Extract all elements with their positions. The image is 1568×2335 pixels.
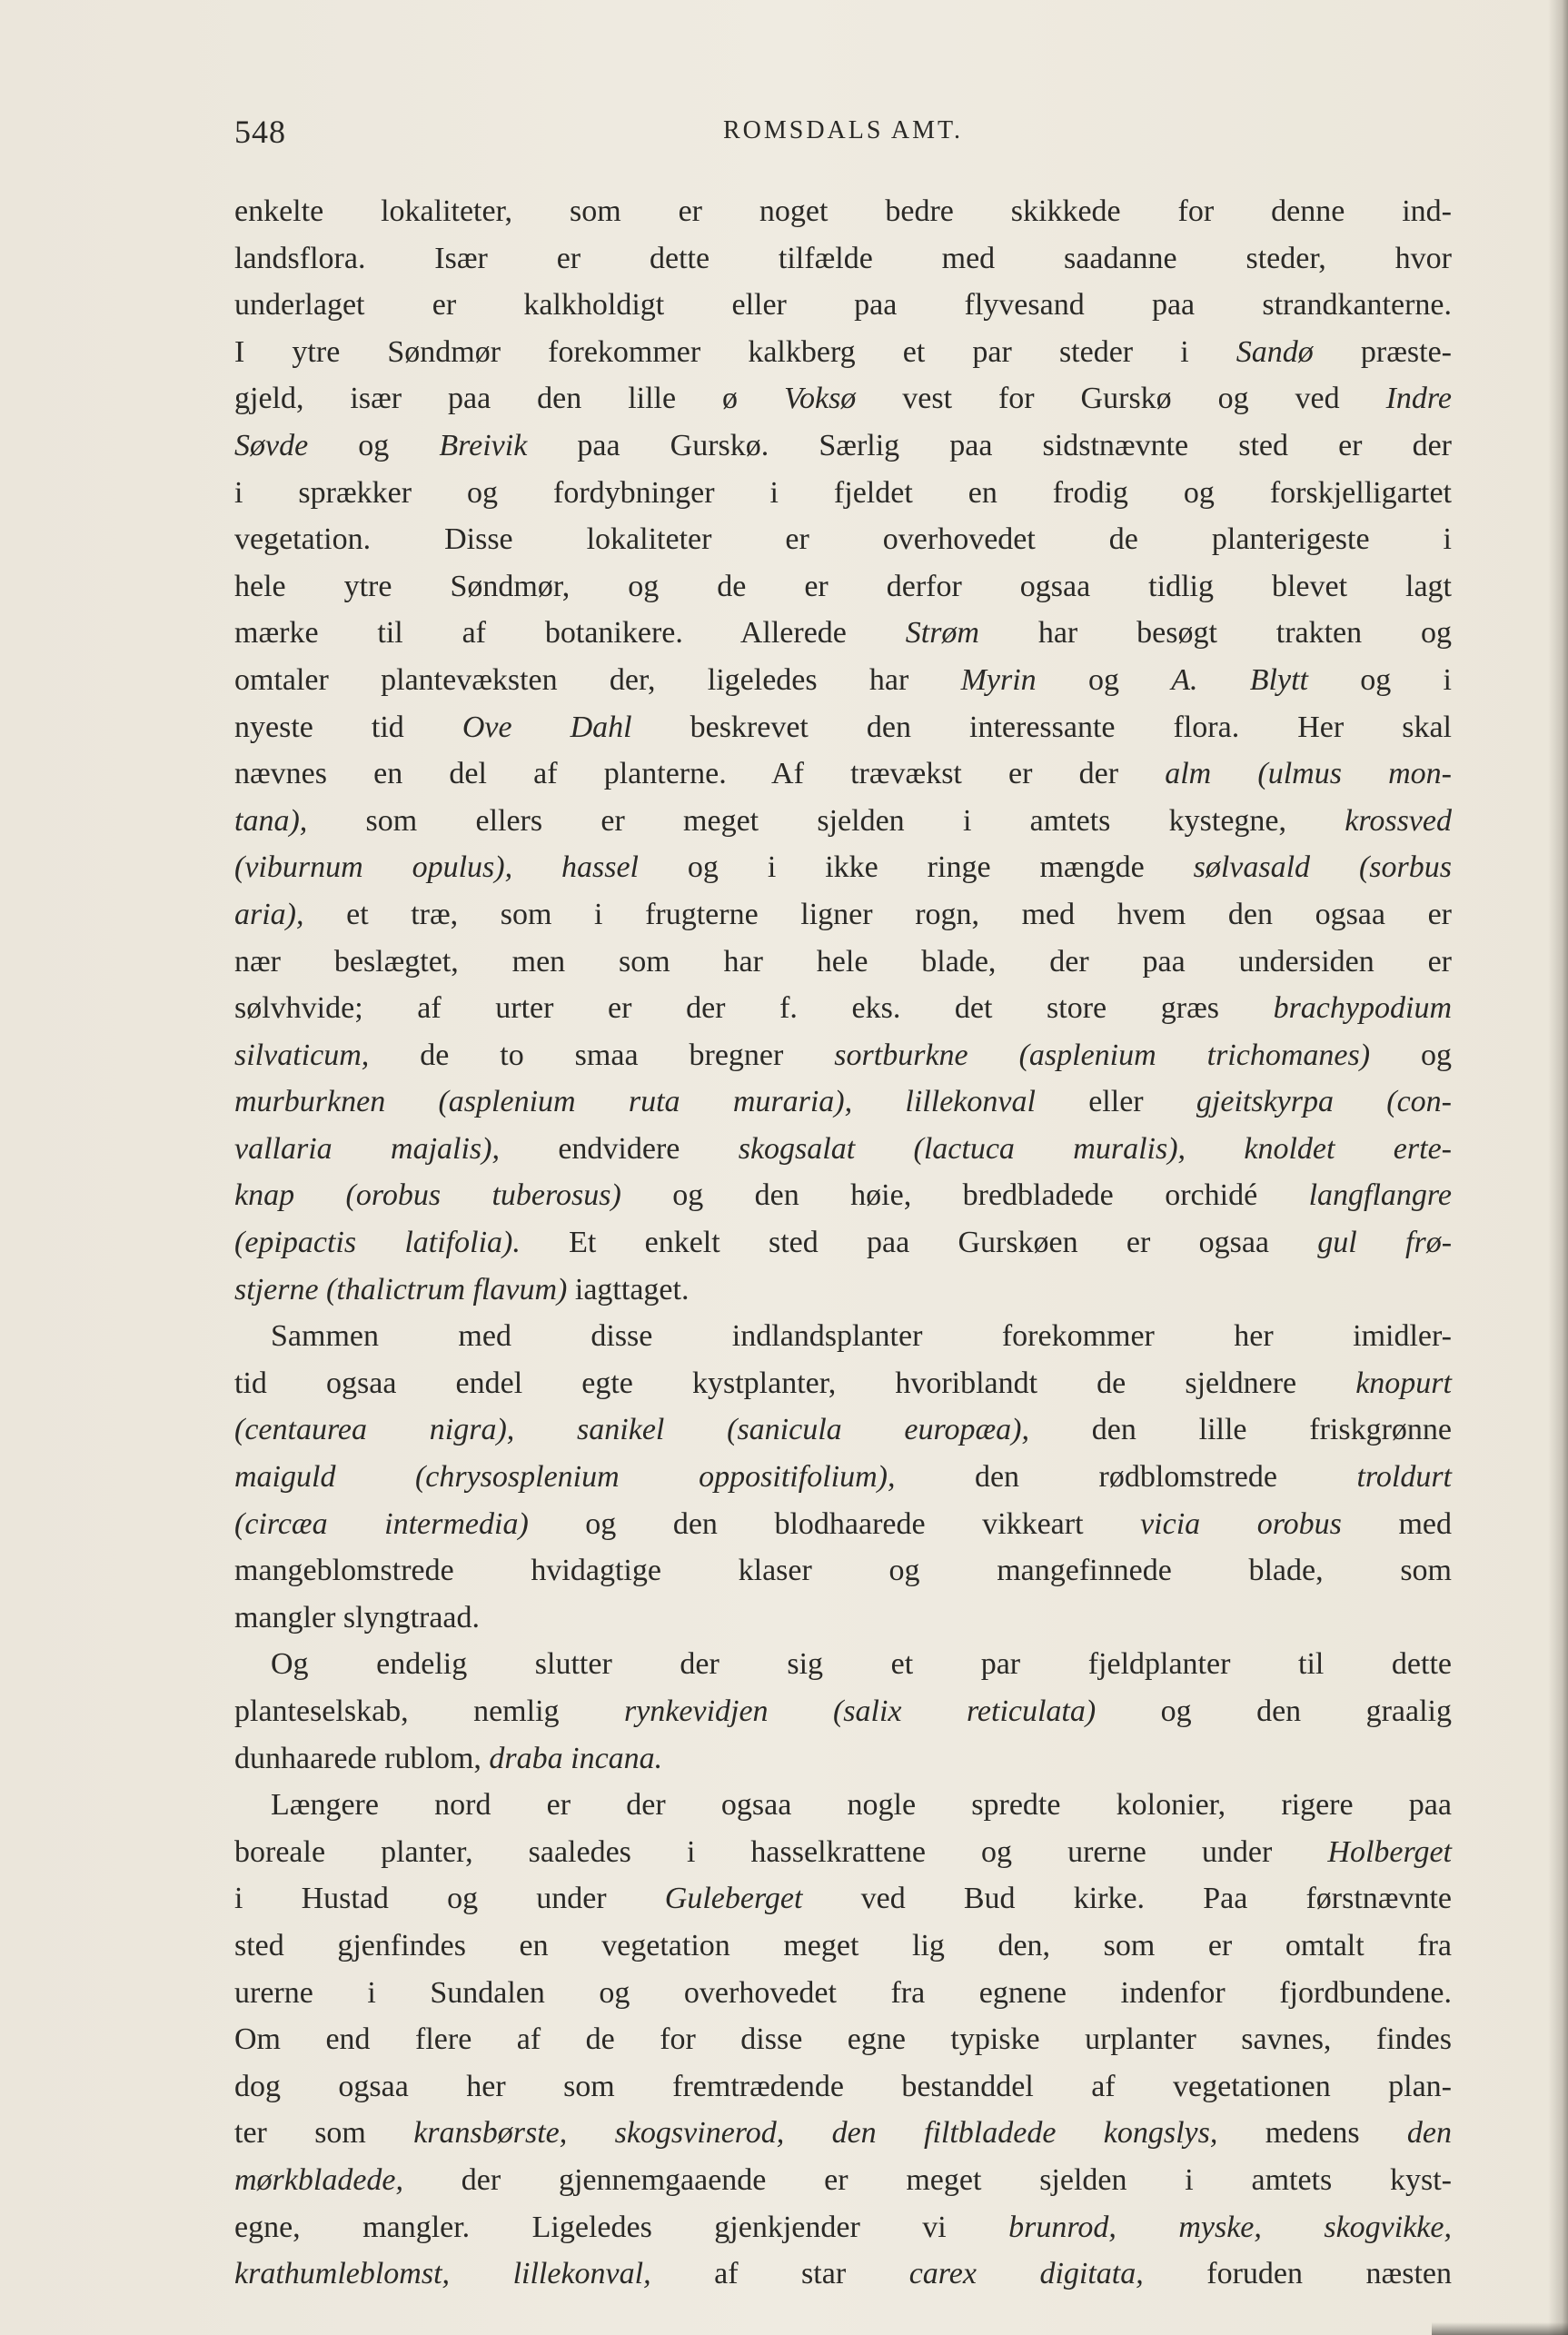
page-edge-shadow	[1548, 0, 1568, 2335]
running-title: ROMSDALS AMT.	[722, 116, 964, 144]
text-line	[234, 750, 1452, 798]
text-run: præste-	[1313, 334, 1452, 369]
text-line	[234, 1688, 1452, 1735]
text-line	[234, 2204, 1452, 2251]
italic-term: alm (ulmus mon-	[1165, 757, 1452, 791]
text-line: dog ogsaa her som fremtrædende bestanddel af vegetationen plan-	[234, 2069, 1452, 2103]
italic-term: krossved	[1345, 803, 1452, 838]
text-run: nævnes en del af planterne. Af trævækst er der	[234, 757, 1166, 791]
text-line: mangeblomstrede hvidagtige klaser og mangefinnede blade, som	[234, 1554, 1452, 1588]
italic-term: (epipactis latifolia).	[234, 1226, 521, 1260]
italic-term: Søvde	[234, 428, 309, 462]
italic-term: krathumleblomst, lillekonval,	[234, 2257, 651, 2291]
text-line	[234, 891, 1452, 939]
text-run: tid ogsaa endel egte kystplanter, hvoriblandt de sjeldnere	[234, 1366, 1356, 1400]
text-run: af star	[650, 2257, 909, 2291]
text-line: i sprækker og fordybninger i fjeldet en frodig og forskjelligartet	[234, 475, 1452, 510]
text-line: Om end flere af de for disse egne typiske urplanter savnes, findes	[234, 2022, 1452, 2057]
text-run: Et enkelt sted paa Gurskøen er ogsaa	[520, 1226, 1318, 1260]
text-run: vest for Gurskø og ved	[856, 382, 1386, 416]
italic-term: vicia orobus	[1140, 1506, 1342, 1541]
italic-term: Myrin	[960, 662, 1037, 697]
italic-term: (circæa intermedia)	[234, 1506, 529, 1541]
italic-term: troldurt	[1356, 1460, 1452, 1495]
text-line	[234, 1875, 1452, 1923]
italic-term: gjeitskyrpa (con-	[1196, 1085, 1453, 1119]
text-run: planteselskab, nemlig	[234, 1694, 624, 1728]
text-line	[234, 704, 1452, 751]
text-run: og i ikke ringe mængde	[639, 850, 1194, 885]
italic-term: sortburkne (asplenium trichomanes)	[834, 1038, 1371, 1072]
text-run: nyeste tid	[234, 710, 462, 744]
text-run: mærke til af botanikere. Allerede	[234, 616, 906, 651]
text-line	[234, 1735, 1452, 1783]
italic-term: kransbørste, skogsvinerod, den filtbladede kongslys,	[413, 2116, 1218, 2151]
text-line	[234, 1126, 1452, 1173]
text-line: underlaget er kalkholdigt eller paa flyvesand paa strandkanterne.	[234, 288, 1452, 323]
page-header	[234, 113, 1452, 149]
text-run: egne, mangler. Ligeledes gjenkjender vi	[234, 2210, 1009, 2244]
text-run: beskrevet den interessante flora. Her skal	[631, 710, 1452, 744]
text-line	[234, 1454, 1452, 1501]
text-run: i Hustad og under	[234, 1882, 665, 1916]
italic-term: sølvasald (sorbus	[1193, 850, 1452, 885]
italic-term: carex digitata,	[908, 2257, 1144, 2291]
text-run: og	[308, 428, 440, 462]
italic-term: Indre	[1385, 382, 1452, 416]
text-line: Sammen med disse indlandsplanter forekommer her imidler-	[271, 1319, 1452, 1354]
text-line: mangler slyngtraad.	[234, 1600, 481, 1634]
italic-term: Breivik	[439, 428, 528, 462]
text-run: dunhaarede rublom,	[234, 1741, 490, 1775]
text-run: paa Gurskø. Særlig paa sidstnævnte sted er der	[527, 428, 1453, 462]
italic-term: langflangre	[1308, 1178, 1452, 1213]
text-line	[234, 1219, 1452, 1267]
italic-term: Strøm	[905, 616, 979, 651]
text-run: og den graalig	[1096, 1694, 1452, 1728]
text-run: har besøgt trakten og	[978, 616, 1452, 651]
text-run: med	[1341, 1506, 1452, 1541]
text-line: Og endelig slutter der sig et par fjeldplanter til dette	[271, 1647, 1452, 1682]
text-run: et træ, som i frugterne ligner rogn, med hvem den ogsaa er	[303, 897, 1452, 931]
text-run: omtaler plantevæksten der, ligeledes har	[234, 662, 961, 697]
text-line	[234, 985, 1452, 1032]
italic-term: tana),	[234, 803, 308, 838]
text-line	[234, 2110, 1452, 2157]
text-line	[234, 657, 1452, 704]
page-corner-shadow	[1432, 2322, 1568, 2335]
italic-term: knopurt	[1355, 1366, 1452, 1400]
text-line: nær beslægtet, men som har hele blade, der paa undersiden er	[234, 944, 1452, 979]
text-run: der gjennemgaaende er meget sjelden i amtets kyst-	[403, 2162, 1452, 2197]
text-run: de to smaa bregner	[369, 1038, 835, 1072]
text-run: I ytre Søndmør forekommer kalkberg et par steder i	[234, 334, 1236, 369]
italic-term: A. Blytt	[1171, 662, 1308, 697]
italic-term: Guleberget	[664, 1882, 803, 1916]
text-line	[234, 422, 1452, 470]
text-line: Længere nord er der ogsaa nogle spredte kolonier, rigere paa	[271, 1788, 1452, 1823]
italic-term: brunrod, myske, skogvikke,	[1008, 2210, 1452, 2244]
text-line: vegetation. Disse lokaliteter er overhovedet de planterigeste i	[234, 522, 1452, 557]
italic-term: brachypodium	[1273, 991, 1452, 1026]
text-run: den rødblomstrede	[895, 1460, 1357, 1495]
italic-term: gul frø-	[1317, 1226, 1453, 1260]
text-line: enkelte lokaliteter, som er noget bedre skikkede for denne ind-	[234, 194, 1452, 228]
text-run: som ellers er meget sjelden i amtets kystegne,	[307, 803, 1345, 838]
text-line	[234, 1360, 1452, 1407]
italic-term: Holberget	[1327, 1834, 1452, 1869]
text-run: boreale planter, saaledes i hasselkrattene og urerne under	[234, 1834, 1328, 1869]
text-run: iagttaget.	[567, 1272, 690, 1307]
italic-term: maiguld (chrysosplenium oppositifolium),	[234, 1460, 896, 1495]
text-line	[234, 1267, 1452, 1314]
italic-term: (viburnum opulus), hassel	[234, 850, 639, 885]
text-run: foruden næsten	[1143, 2257, 1452, 2291]
page-number: 548	[234, 114, 286, 150]
text-line	[234, 844, 1452, 891]
italic-term: Sandø	[1236, 334, 1314, 369]
text-run: og	[1036, 662, 1172, 697]
text-line: urerne i Sundalen og overhovedet fra egnene indenfor fjordbundene.	[234, 1975, 1452, 2010]
text-line: sted gjenfindes en vegetation meget lig den, som er omtalt fra	[234, 1928, 1452, 1962]
text-run: og den blodhaarede vikkeart	[528, 1506, 1141, 1541]
text-line	[234, 1501, 1452, 1548]
text-run: og	[1370, 1038, 1453, 1072]
text-run: eller	[1035, 1085, 1196, 1119]
italic-term: vallaria majalis),	[234, 1131, 500, 1166]
text-run: og den høie, bredbladede orchidé	[620, 1178, 1309, 1213]
text-line: hele ytre Søndmør, og de er derfor ogsaa tidlig blevet lagt	[234, 569, 1452, 603]
text-run: medens	[1217, 2116, 1407, 2151]
italic-term: Ove Dahl	[461, 710, 632, 744]
italic-term: den	[1406, 2116, 1452, 2151]
italic-term: rynkevidjen (salix reticulata)	[623, 1694, 1097, 1728]
italic-term: stjerne (thalictrum flavum)	[234, 1272, 568, 1307]
italic-term: Voksø	[783, 382, 857, 416]
text-run: gjeld, især paa den lille ø	[234, 382, 784, 416]
text-line	[234, 2251, 1452, 2298]
text-line	[234, 1032, 1452, 1079]
italic-term: murburknen (asplenium ruta muraria), lillekonval	[234, 1085, 1036, 1119]
text-line	[234, 1172, 1452, 1219]
italic-term: draba incana.	[489, 1741, 663, 1775]
italic-term: skogsalat (lactuca muralis), knoldet erte-	[738, 1131, 1452, 1166]
italic-term: knap (orobus tuberosus)	[234, 1178, 621, 1213]
body-text	[234, 188, 1452, 2298]
italic-term: silvaticum,	[234, 1038, 370, 1072]
text-line	[234, 2157, 1452, 2204]
italic-term: aria),	[234, 897, 304, 931]
text-run: endvidere	[499, 1131, 739, 1166]
text-run: den lille friskgrønne	[1029, 1413, 1453, 1447]
text-run: ter som	[234, 2116, 414, 2151]
text-line	[234, 375, 1452, 422]
text-line	[234, 1406, 1452, 1454]
text-line	[234, 1829, 1452, 1876]
italic-term: (centaurea nigra), sanikel (sanicula europæa),	[234, 1413, 1029, 1447]
text-line	[234, 329, 1452, 376]
text-line	[234, 798, 1452, 845]
text-line	[234, 610, 1452, 657]
text-line	[234, 1078, 1452, 1126]
text-run: og i	[1307, 662, 1452, 697]
italic-term: mørkbladede,	[234, 2162, 404, 2197]
text-line: landsflora. Især er dette tilfælde med saadanne steder, hvor	[234, 241, 1452, 275]
text-run: sølvhvide; af urter er der f. eks. det store græs	[234, 991, 1274, 1026]
text-run: ved Bud kirke. Paa førstnævnte	[802, 1882, 1452, 1916]
